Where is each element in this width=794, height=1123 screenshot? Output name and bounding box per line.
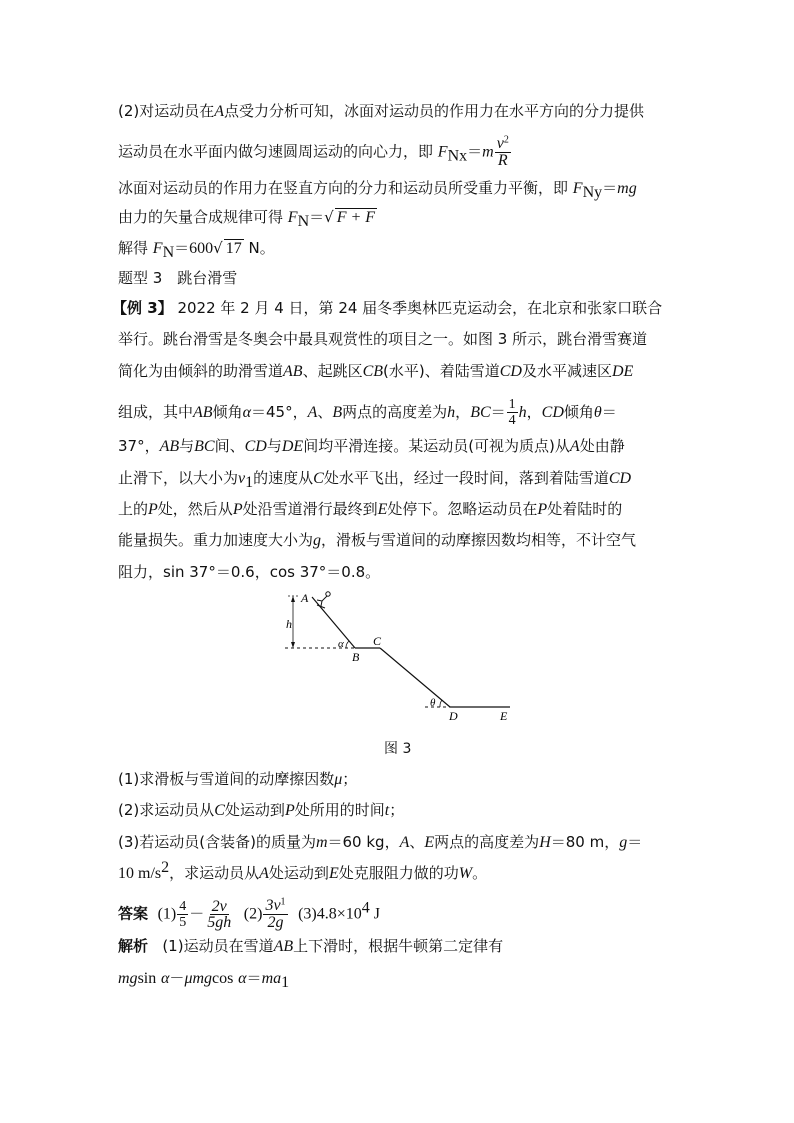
subscript: N [162,244,175,261]
solution-line-5: 解得 $F_N=600√$ 17 N。 [118,239,275,261]
text: (1) [157,905,177,923]
var-DE: DE [612,363,634,380]
var-P: P [284,802,295,819]
text: 37°， [118,437,160,455]
question-3-line-1 [118,832,642,853]
sqrt-content: 17 [225,240,242,257]
var-g: g [313,532,322,549]
text: (2)求运动员从 [118,801,215,819]
var-A: A [214,103,225,120]
text: 止滑下，以大小为 [118,469,239,487]
text: ＝ [601,403,617,421]
text: 能量损失。重力加速度大小为 [118,531,314,549]
equals: ＝ [246,969,262,987]
unit: N。 [243,239,275,257]
minus: － [169,969,185,987]
var-mg: mg [617,180,637,197]
text: 、 [409,833,425,851]
example-tag: 【例 3】 [112,299,173,317]
var-DE: DE [281,438,304,455]
solution-line-4: 由力的矢量合成规律可得 $F_N=√$ F + F [118,208,376,230]
fraction [205,899,233,930]
subscript: Ny [582,184,603,201]
var-m: m [482,143,494,161]
sqrt-content: F + F [336,209,376,226]
text: (1)求滑板与雪道间的动摩擦因数 [118,770,335,788]
text: 两点的高度差为 [342,403,448,421]
numerator: 1 [508,397,516,412]
var-m: m [315,834,328,851]
var-W: W [458,865,473,882]
fraction-quarter [507,397,518,428]
question-2 [118,800,404,821]
text: ； [342,770,358,788]
text: (水平)、着陆雪道 [383,362,500,380]
var-C: C [214,802,225,819]
fraction-v2-over-R [495,136,511,168]
var-t: t [384,802,390,819]
example-line-1 [112,298,662,318]
arrow-down-icon [291,642,295,648]
var-g: g [619,834,628,851]
angle-theta-arc [440,700,442,707]
var-P: P [537,501,548,518]
text: ＝60 kg， [327,833,400,851]
denominator: 2g [267,914,284,931]
text: 间均平滑连接。某运动员(可视为质点)从 [303,437,570,455]
text: 与 [179,437,195,455]
superscript: 1 [280,896,286,908]
example-line-8 [118,530,636,551]
text: 举行。跳台滑雪是冬奥会中最具观赏性的项目之一。如图 3 所示，跳台滑雪赛道 [118,330,648,348]
text: ，滑板与雪道间的动摩擦因数均相等，不计空气 [321,531,637,549]
var-v: v [238,470,246,487]
var-A: A [307,404,318,421]
example-line-5 [118,436,625,457]
angle-alpha-arc [346,641,349,648]
solution-line-2 [118,136,512,168]
var-alpha: α [238,970,247,987]
var-CD: CD [499,363,522,380]
var-AB: AB [193,404,213,421]
answer-line [118,898,380,930]
text: 运动员在水平面内做匀速圆周运动的向心力，即 [118,142,434,161]
text: (3)若运动员(含装备)的质量为 [118,833,316,851]
var-C: C [313,470,324,487]
label-h: h [286,617,292,631]
superscript: 2 [161,859,170,876]
var-F: F [437,143,448,161]
denominator: 5gh [207,913,232,931]
var-CD: CD [541,404,564,421]
var-F: F [572,180,583,197]
superscript: 4 [361,899,370,917]
var-A: A [569,438,580,455]
var-R: R [497,152,508,169]
example-line-7 [118,499,622,520]
var-BC: BC [470,404,491,421]
text: ＝ [627,833,643,851]
numerator: 2v [211,897,227,915]
text: (3)4.8×10 [298,905,362,923]
var-P: P [232,501,243,518]
var-CD: CD [244,438,267,455]
text: 。 [472,864,488,882]
text: 上下滑时，根据牛顿第二定律有 [293,937,504,955]
numerator: 3v [265,897,281,914]
subscript: 1 [281,974,290,991]
text: ＝80 m， [550,833,620,851]
numerator: 4 [179,898,187,914]
var-P: P [148,501,158,518]
var-ma: ma [261,970,282,987]
text: 10 m/s [118,865,162,882]
var-AB: AB [283,363,303,380]
text: 处克服阻力做的功 [338,864,459,882]
text: ， [526,403,542,421]
text: 处停下。忽略运动员在 [387,500,538,518]
text: ， [455,403,471,421]
text: ，求运动员从 [169,864,260,882]
var-E: E [424,834,435,851]
text: 处水平飞出，经过一段时间，落到着陆雪道 [323,469,609,487]
figure-caption: 图 3 [384,741,412,757]
section-heading: 题型 3 跳台滑雪 [118,269,238,287]
label-E: E [500,709,508,723]
label-theta: θ [430,697,436,709]
text: 处运动到 [268,864,329,882]
var-F: F [287,209,298,226]
var-A: A [259,865,269,882]
analysis-label: 解析 [118,937,149,955]
text: 倾角 [563,403,594,421]
var-A: A [399,834,410,851]
label-C: C [373,634,382,648]
var-h: h [518,404,527,421]
text: 倾角 [212,403,243,421]
label-alpha: α [338,638,344,650]
text: 2022 年 2 月 4 日，第 24 届冬季奥林匹克运动会，在北京和张家口联合 [177,299,663,317]
var-h: h [447,404,456,421]
equals: ＝ [309,208,325,226]
label-D: D [449,709,458,723]
equals: ＝ [602,179,618,197]
text: 冰面对运动员的作用力在竖直方向的分力和运动员所受重力平衡，即 [118,179,569,197]
text: 阻力，sin 37°＝0.6，cos 37°＝0.8。 [118,563,381,581]
var-CB: CB [362,363,384,380]
text: (2) [243,905,263,923]
equals: ＝ [467,142,483,161]
equals: ＝ [490,403,506,421]
label-B: B [352,650,360,664]
superscript: 2 [503,134,509,146]
text: 处由静 [579,437,625,455]
equals: ＝ [174,239,190,257]
figure-ski-jump [270,585,530,725]
example-line-9 [118,562,380,582]
subscript: N [297,213,310,230]
example-line-2 [118,329,647,349]
text: 处，然后从 [157,500,233,518]
slope-AB [312,597,355,648]
fraction [263,898,287,930]
text: 简化为由倾斜的助滑雪道 [118,362,284,380]
label-A: A [301,591,309,605]
subscript: 1 [245,474,254,491]
text: 由力的矢量合成规律可得 [118,208,284,226]
text: 上的 [118,500,149,518]
denominator: 4 [508,413,516,428]
var-v: v [496,135,504,152]
var-alpha: α [242,404,251,421]
analysis-line [118,936,503,957]
example-line-6 [118,468,631,489]
solution-line-3 [118,178,637,199]
text: 及水平减速区 [521,362,612,380]
text: 处所用的时间 [294,801,385,819]
var-mu: μ [334,771,343,788]
number: 600 [189,240,214,257]
text: ＝45°， [250,403,308,421]
landing-CD [380,648,450,707]
var-B: B [332,404,343,421]
fraction [177,899,188,930]
var-BC: BC [194,438,215,455]
question-3-line-2 [118,859,488,884]
text: 处着陆时的 [547,500,623,518]
text: 组成，其中 [118,403,194,421]
text: (1)运动员在雪道 [162,937,274,955]
text: 点受力分析可知，冰面对运动员的作用力在水平方向的分力提供 [224,102,645,120]
text: 与 [266,437,282,455]
example-line-3 [118,361,633,382]
var-AB: AB [159,438,180,455]
arrow-up-icon [291,596,295,602]
text: ； [389,801,405,819]
var-mumg: μmg [184,970,213,987]
var-E: E [328,865,339,882]
text: 的速度从 [253,469,314,487]
var-H: H [539,834,551,851]
text: 处运动到 [224,801,285,819]
var-E: E [377,501,388,518]
var-theta: θ [593,404,602,421]
equation-line [118,968,289,989]
text: 解得 [118,239,149,257]
var-CD: CD [608,470,632,487]
cos: cos [212,970,234,987]
question-1 [118,769,357,790]
sin: sin [137,970,157,987]
var-mg: mg [118,970,138,987]
var-F: F [152,240,163,257]
unit: J [369,905,381,923]
subscript: Nx [447,147,468,165]
skier-icon [317,592,330,608]
var-alpha: α [161,970,170,987]
minus: － [189,904,205,923]
text: 两点的高度差为 [434,833,540,851]
text: 、起跳区 [302,362,363,380]
text: 处沿雪道滑行最终到 [242,500,378,518]
solution-line-1 [118,101,644,122]
denominator: 5 [179,914,187,930]
text: 、 [317,403,333,421]
answer-label: 答案 [118,904,149,923]
text: 间、 [214,437,245,455]
text: (2)对运动员在 [118,102,215,120]
var-AB: AB [273,938,294,955]
example-line-4 [118,397,617,428]
